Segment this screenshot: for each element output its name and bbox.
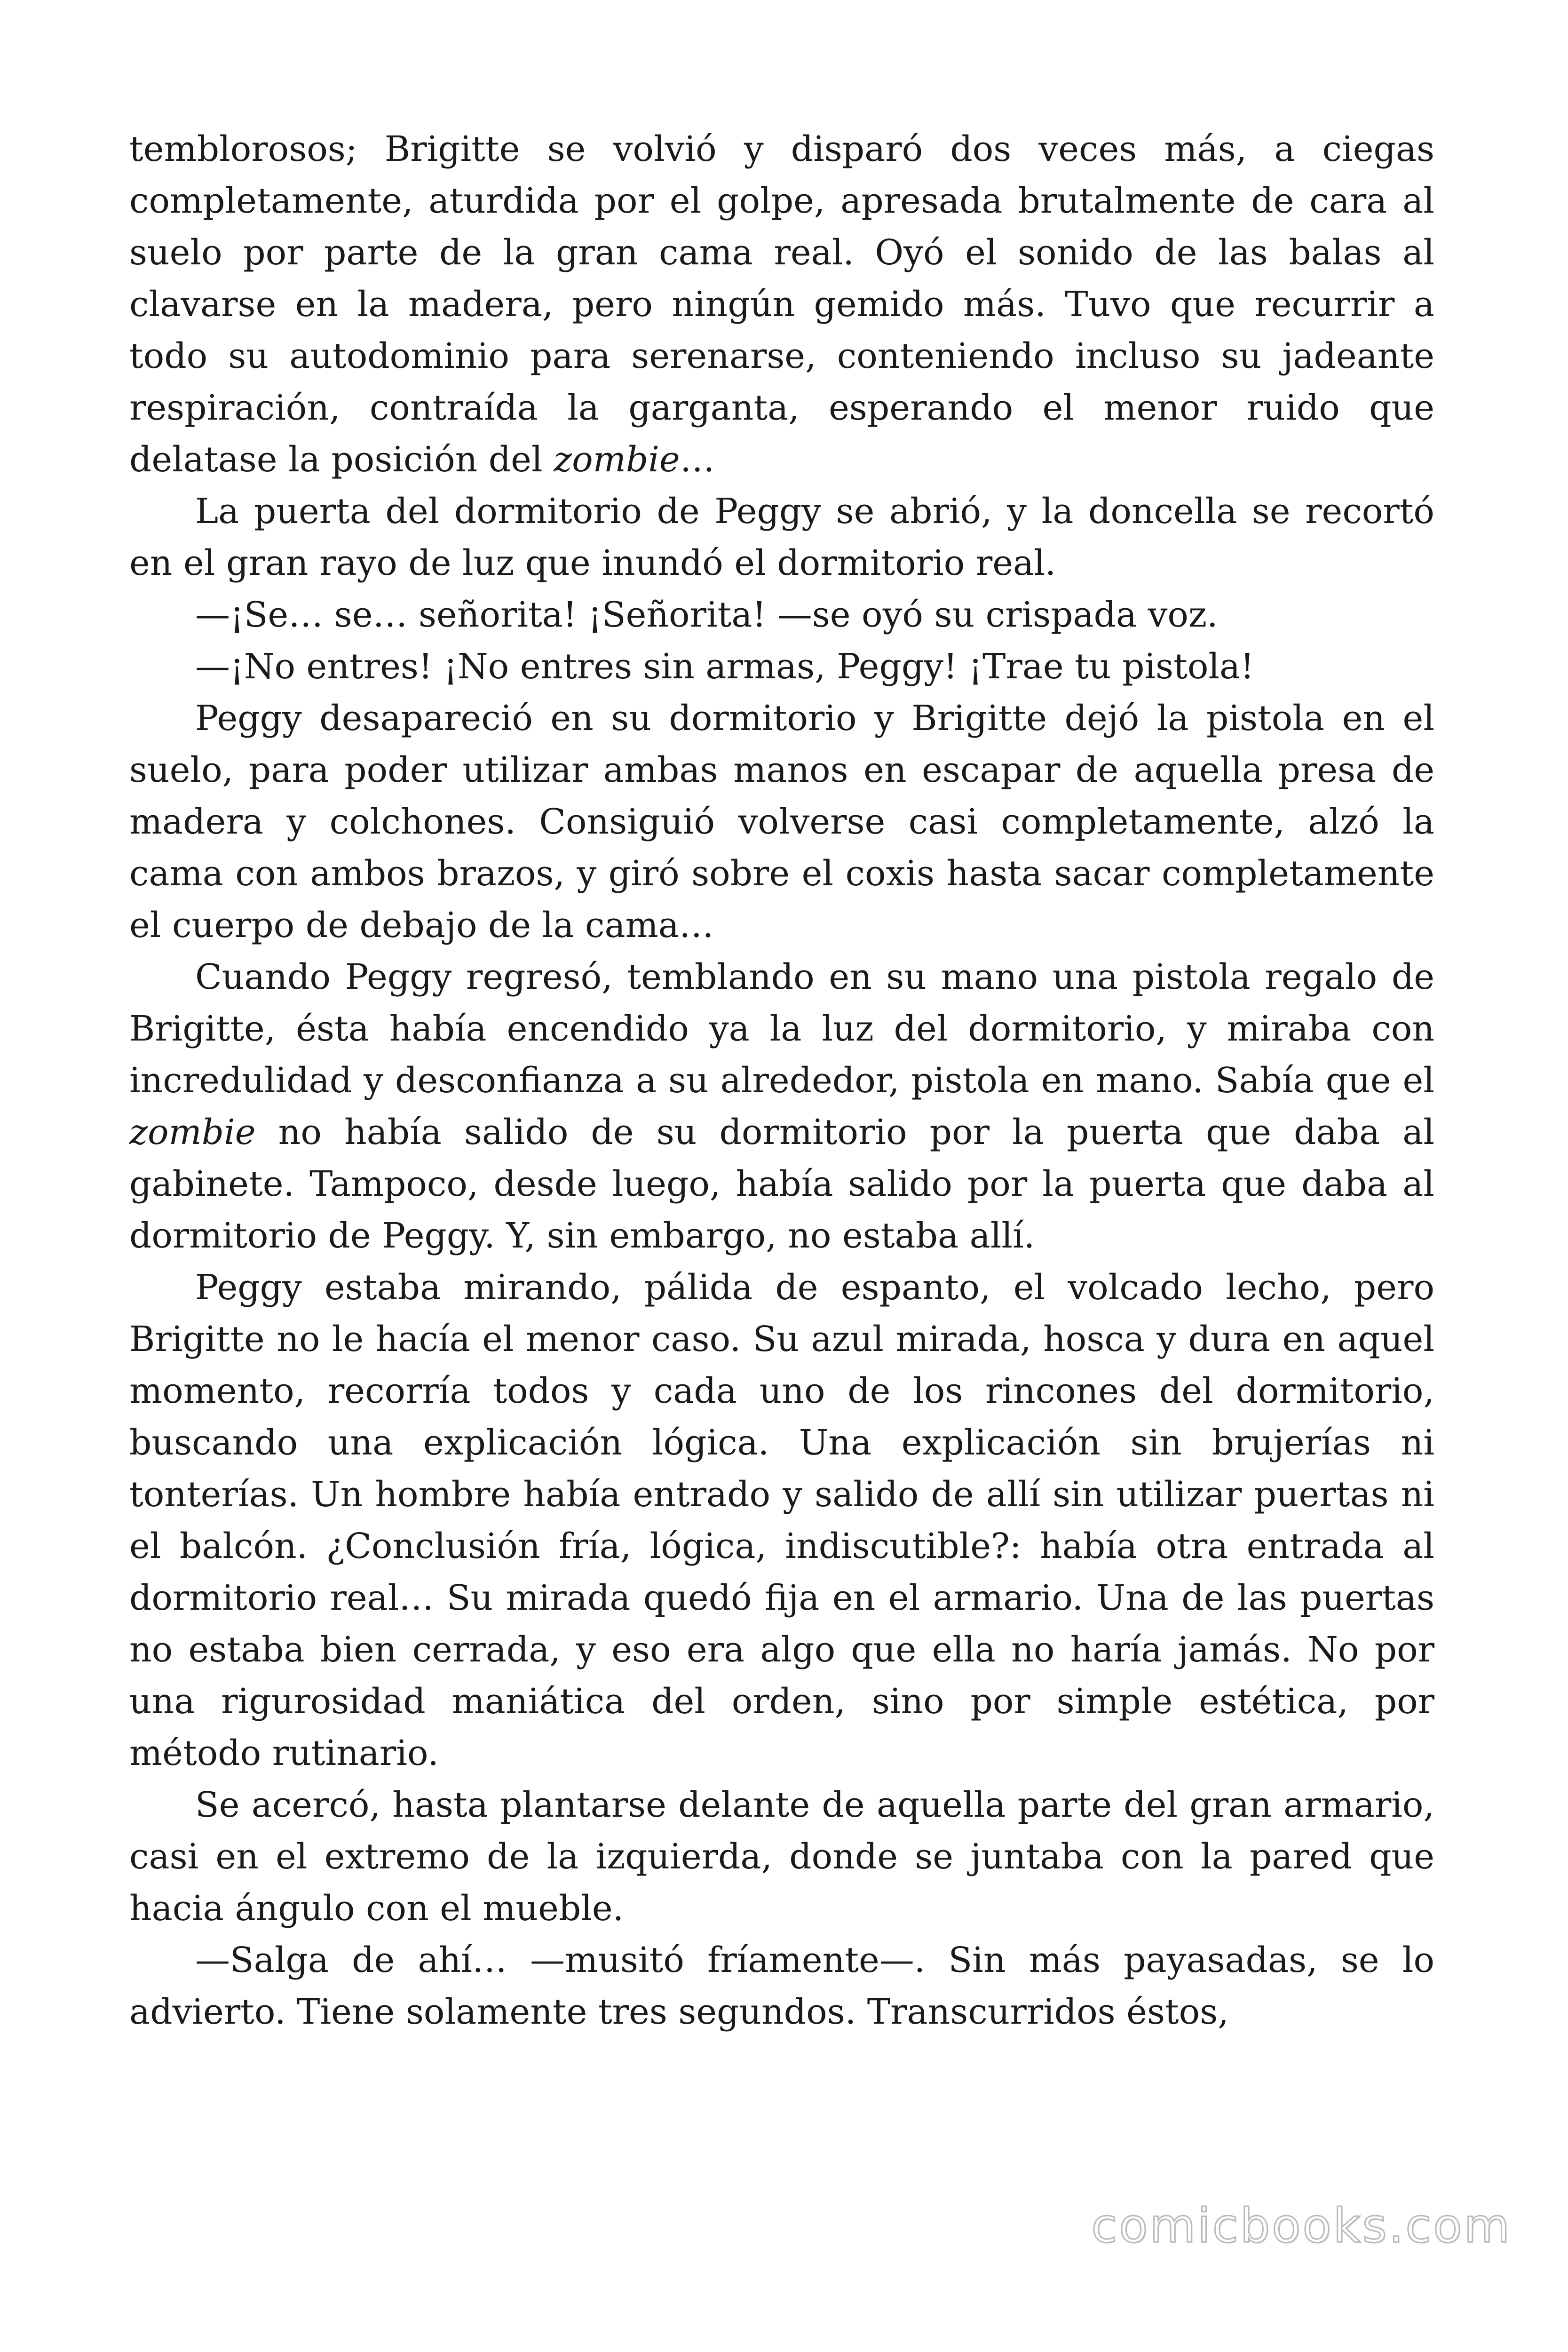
book-page-text: [129, 123, 1434, 2038]
paragraph-7-text: Peggy estaba mirando, pálida de espanto, el volcado lecho, pero Brigitte no le hacía el menor caso. Su azul mirada, hosca y dura en aquel momento, recorría todos y cada uno de los rincones del dormitorio, buscando una explicación lógica. Una explicación sin brujerías ni tonterías. Un hombre había entrado y salido de allí sin utilizar puertas ni el balcón. ¿Conclusión fría, lógica, indiscutible?: había otra entrada al dormitorio real… Su mirada quedó fija en el armario. Una de las puertas no estaba bien cerrada, y eso era algo que ella no haría jamás. No por una rigurosidad maniática del orden, sino por simple estética, por método rutinario.: [129, 1267, 1434, 1773]
paragraph-3: [129, 589, 1434, 641]
paragraph-9-text: —Salga de ahí… —musitó fríamente—. Sin más payasadas, se lo advierto. Tiene solamente tres segundos. Transcurridos éstos,: [129, 1940, 1434, 2032]
paragraph-5-text: Peggy desapareció en su dormitorio y Brigitte dejó la pistola en el suelo, para poder utilizar ambas manos en escapar de aquella presa de madera y colchones. Consiguió volverse casi completamente, alzó la cama con ambos brazos, y giró sobre el coxis hasta sacar completamente el cuerpo de debajo de la cama…: [129, 698, 1434, 946]
watermark-logo: comicbooks.com: [1091, 2198, 1512, 2253]
paragraph-1: [129, 123, 1434, 485]
paragraph-4: [129, 641, 1434, 692]
paragraph-1-italic-word: zombie: [554, 439, 680, 480]
paragraph-3-text: —¡Se… se… señorita! ¡Señorita! —se oyó su crispada voz.: [195, 595, 1218, 635]
paragraph-4-text: —¡No entres! ¡No entres sin armas, Peggy! ¡Trae tu pistola!: [195, 646, 1254, 687]
paragraph-8-text: Se acercó, hasta plantarse delante de aquella parte del gran armario, casi en el extremo de la izquierda, donde se juntaba con la pared que hacia ángulo con el mueble.: [129, 1785, 1434, 1929]
paragraph-1-ellipsis: …: [680, 439, 715, 480]
paragraph-7: [129, 1262, 1434, 1779]
paragraph-2-text: La puerta del dormitorio de Peggy se abrió, y la doncella se recortó en el gran rayo de luz que inundó el dormitorio real.: [129, 491, 1434, 583]
paragraph-9: [129, 1934, 1434, 2038]
paragraph-8: [129, 1779, 1434, 1934]
paragraph-2: [129, 485, 1434, 589]
paragraph-6-text-end: no había salido de su dormitorio por la puerta que daba al gabinete. Tampoco, desde luego, había salido por la puerta que daba al dormitorio de Peggy. Y, sin embargo, no estaba allí.: [129, 1112, 1434, 1256]
paragraph-1-text: temblorosos; Brigitte se volvió y disparó dos veces más, a ciegas completamente, aturdida por el golpe, apresada brutalmente de cara al suelo por parte de la gran cama real. Oyó el sonido de las balas al clavarse en la madera, pero ningún gemido más. Tuvo que recurrir a todo su autodominio para serenarse, conteniendo incluso su jadeante respiración, contraída la garganta, esperando el menor ruido que delatase la posición del: [129, 129, 1434, 480]
paragraph-6-italic-word: zombie: [129, 1112, 256, 1152]
paragraph-6-text-start: Cuando Peggy regresó, temblando en su mano una pistola regalo de Brigitte, ésta había encendido ya la luz del dormitorio, y miraba con incredulidad y desconfianza a su alrededor, pistola en mano. Sabía que el: [129, 957, 1434, 1101]
paragraph-6: [129, 951, 1434, 1262]
paragraph-5: [129, 692, 1434, 951]
